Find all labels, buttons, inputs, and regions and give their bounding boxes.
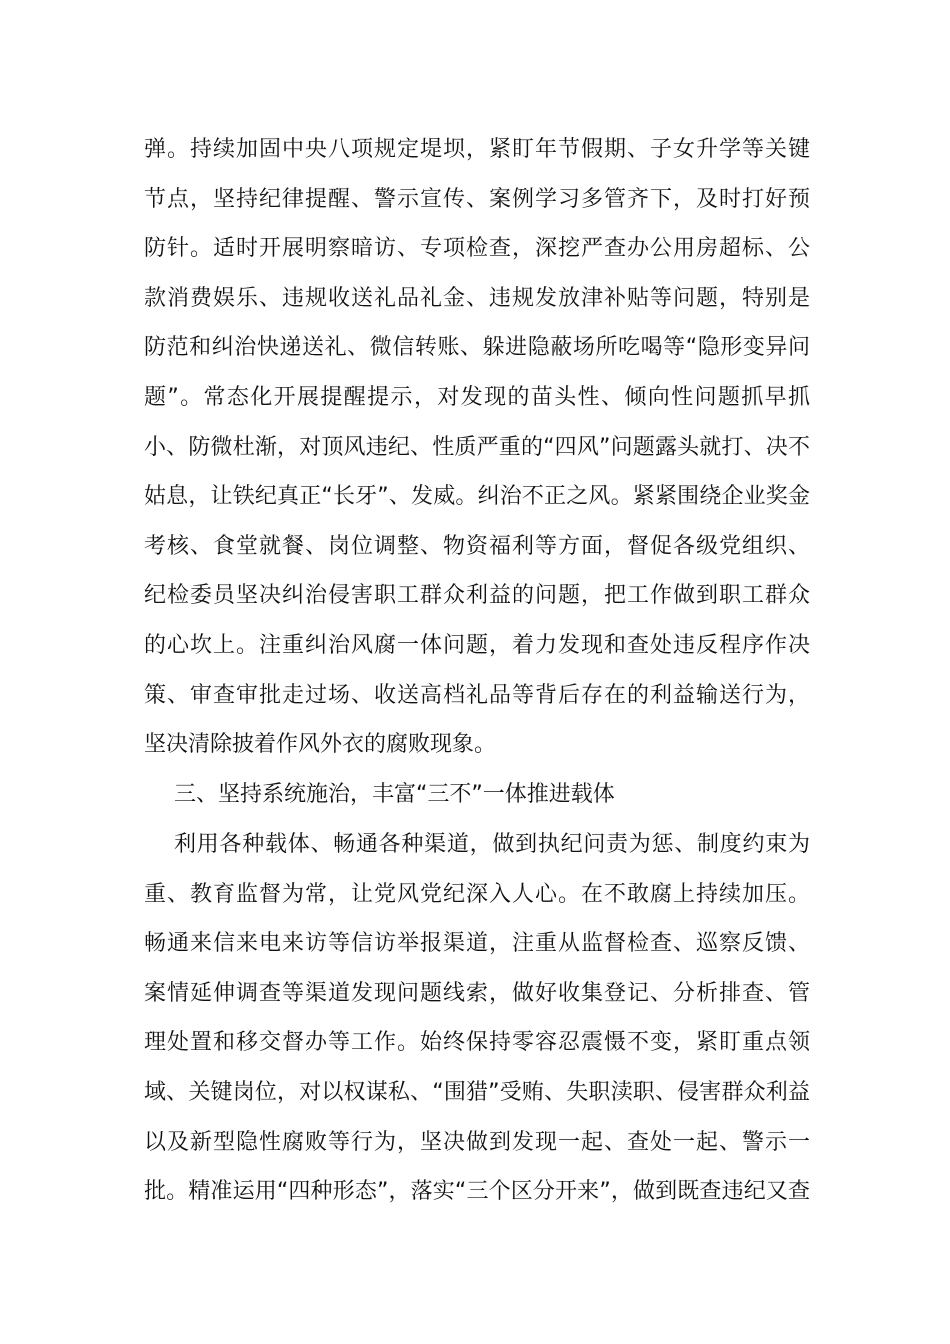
text-line: 的心坎上。注重纠治风腐一体问题，着力发现和查处违反程序作决 [144, 632, 810, 658]
text-line: 策、审查审批走过场、收送高档礼品等背后存在的利益输送行为， [144, 682, 810, 708]
text-line: 纪检委员坚决纠治侵害职工群众利益的问题，把工作做到职工群众 [144, 583, 810, 609]
paragraph-1 [144, 125, 810, 770]
text-line: 畅通来信来电来访等信访举报渠道，注重从监督检查、巡察反馈、 [144, 931, 810, 957]
text-line: 域、关键岗位，对以权谋私、“围猎”受贿、失职渎职、侵害群众利益 [144, 1079, 810, 1105]
text-line: 题”。常态化开展提醒提示，对发现的苗头性、倾向性问题抓早抓 [144, 384, 810, 410]
text-line: 重、教育监督为常，让党风党纪深入人心。在不敢腐上持续加压。 [144, 881, 810, 907]
paragraph-2 [144, 820, 810, 1217]
text-line: 小、防微杜渐，对顶风违纪、性质严重的“四风”问题露头就打、决不 [144, 434, 810, 460]
text-line: 案情延伸调查等渠道发现问题线索，做好收集登记、分析排查、管 [144, 980, 810, 1006]
text-line: 以及新型隐性腐败等行为，坚决做到发现一起、查处一起、警示一 [144, 1129, 810, 1155]
text-line: 姑息，让铁纪真正“长牙”、发威。纠治不正之风。紧紧围绕企业奖金 [144, 484, 810, 510]
section-heading: 三、坚持系统施治，丰富“三不”一体推进载体 [174, 782, 615, 807]
text-line: 弹。持续加固中央八项规定堤坝，紧盯年节假期、子女升学等关键 [144, 137, 810, 162]
text-line: 款消费娱乐、违规收送礼品礼金、违规发放津补贴等问题，特别是 [144, 285, 810, 311]
text-line: 坚决清除披着作风外衣的腐败现象。 [144, 732, 497, 758]
section-heading-block [144, 770, 810, 820]
text-line: 理处置和移交督办等工作。始终保持零容忍震慑不变，紧盯重点领 [144, 1030, 810, 1056]
text-line: 防针。适时开展明察暗访、专项检查，深挖严查办公用房超标、公 [144, 236, 810, 262]
text-line: 节点，坚持纪律提醒、警示宣传、案例学习多管齐下，及时打好预 [144, 186, 810, 212]
text-line: 批。精准运用“四种形态”，落实“三个区分开来”，做到既查违纪又查 [144, 1179, 810, 1205]
text-line: 考核、食堂就餐、岗位调整、物资福利等方面，督促各级党组织、 [144, 533, 810, 559]
text-line: 防范和纠治快递送礼、微信转账、躲进隐蔽场所吃喝等“隐形变异问 [144, 335, 810, 361]
text-line: 利用各种载体、畅通各种渠道，做到执纪问责为惩、制度约束为 [174, 832, 810, 857]
